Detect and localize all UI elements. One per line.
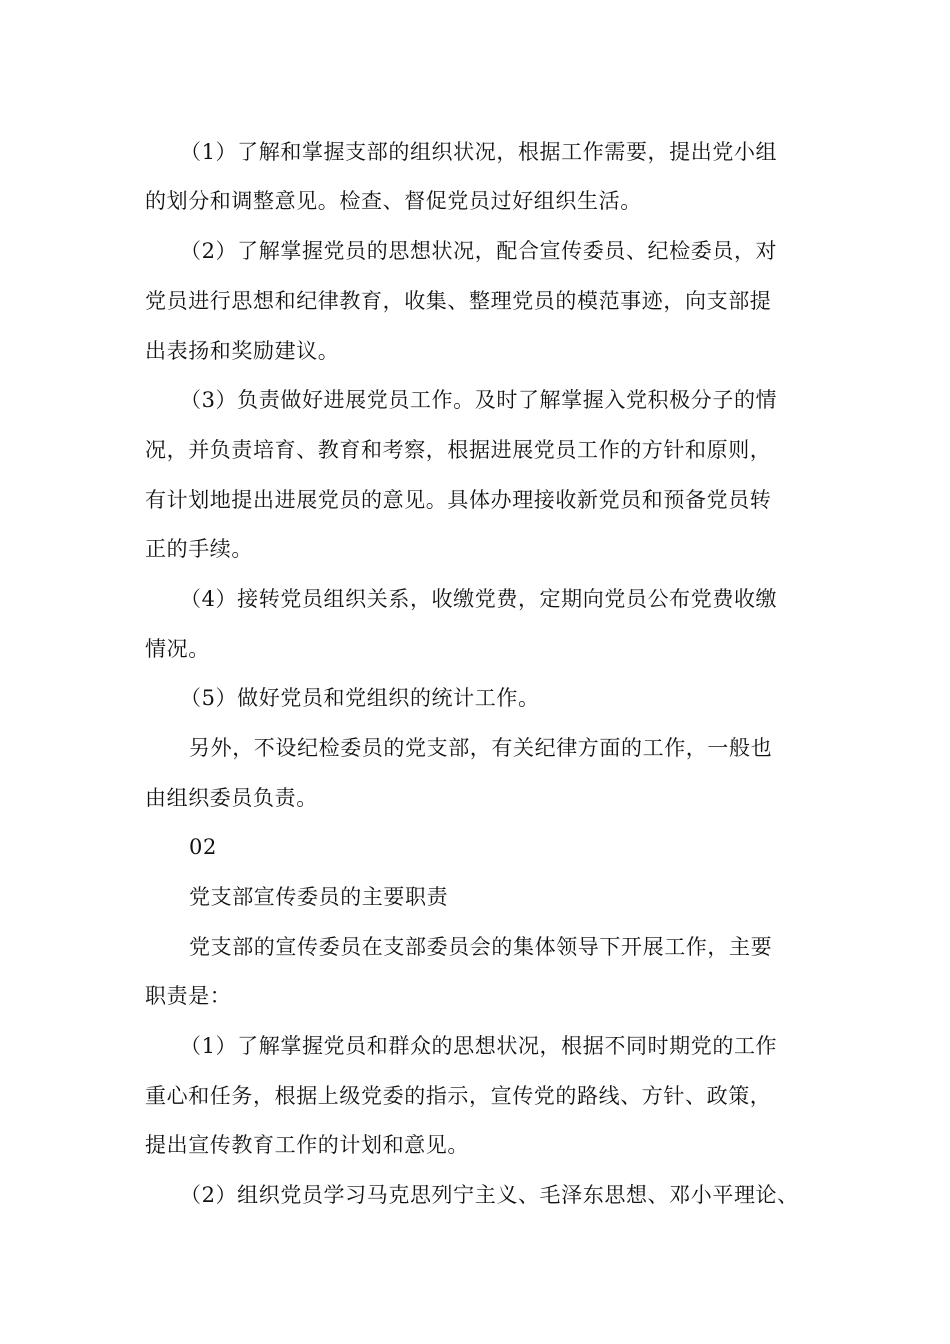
section-heading: 党支部宣传委员的主要职责 <box>189 885 449 909</box>
text-line-19: （1）了解掌握党员和群众的思想状况，根据不同时期党的工作 <box>180 1034 778 1058</box>
text-line-17: 党支部的宣传委员在支部委员会的集体领导下开展工作，主要 <box>189 935 773 959</box>
text-line-4: 党员进行思想和纪律教育，收集、整理党员的模范事迹，向支部提 <box>145 289 772 313</box>
text-line-10: （4）接转党员组织关系，收缴党费，定期向党员公布党费收缴 <box>180 587 778 611</box>
text-line-22: （2）组织党员学习马克思列宁主义、毛泽东思想、邓小平理论、 <box>180 1183 799 1207</box>
text-line-7: 况，并负责培育、教育和考察，根据进展党员工作的方针和原则， <box>145 438 772 462</box>
text-line-2: 的划分和调整意见。检查、督促党员过好组织生活。 <box>145 189 642 213</box>
section-number: 02 <box>189 835 217 859</box>
text-line-12: （5）做好党员和党组织的统计工作。 <box>180 686 540 710</box>
text-line-1: （1）了解和掌握支部的组织状况，根据工作需要，提出党小组 <box>180 140 778 164</box>
text-line-20: 重心和任务，根据上级党委的指示，宣传党的路线、方针、政策， <box>145 1084 772 1108</box>
text-line-8: 有计划地提出进展党员的意见。具体办理接收新党员和预备党员转 <box>145 488 772 512</box>
text-line-6: （3）负责做好进展党员工作。及时了解掌握入党积极分子的情 <box>180 388 778 412</box>
text-line-18: 职责是： <box>145 984 232 1008</box>
text-line-21: 提出宣传教育工作的计划和意见。 <box>145 1133 469 1157</box>
text-line-13: 另外，不设纪检委员的党支部，有关纪律方面的工作，一般也 <box>189 736 773 760</box>
text-line-9: 正的手续。 <box>145 537 253 561</box>
text-line-14: 由组织委员负责。 <box>145 786 318 810</box>
text-line-11: 情况。 <box>145 637 210 661</box>
text-line-3: （2）了解掌握党员的思想状况，配合宣传委员、纪检委员，对 <box>180 239 778 263</box>
text-line-5: 出表扬和奖励建议。 <box>145 339 340 363</box>
